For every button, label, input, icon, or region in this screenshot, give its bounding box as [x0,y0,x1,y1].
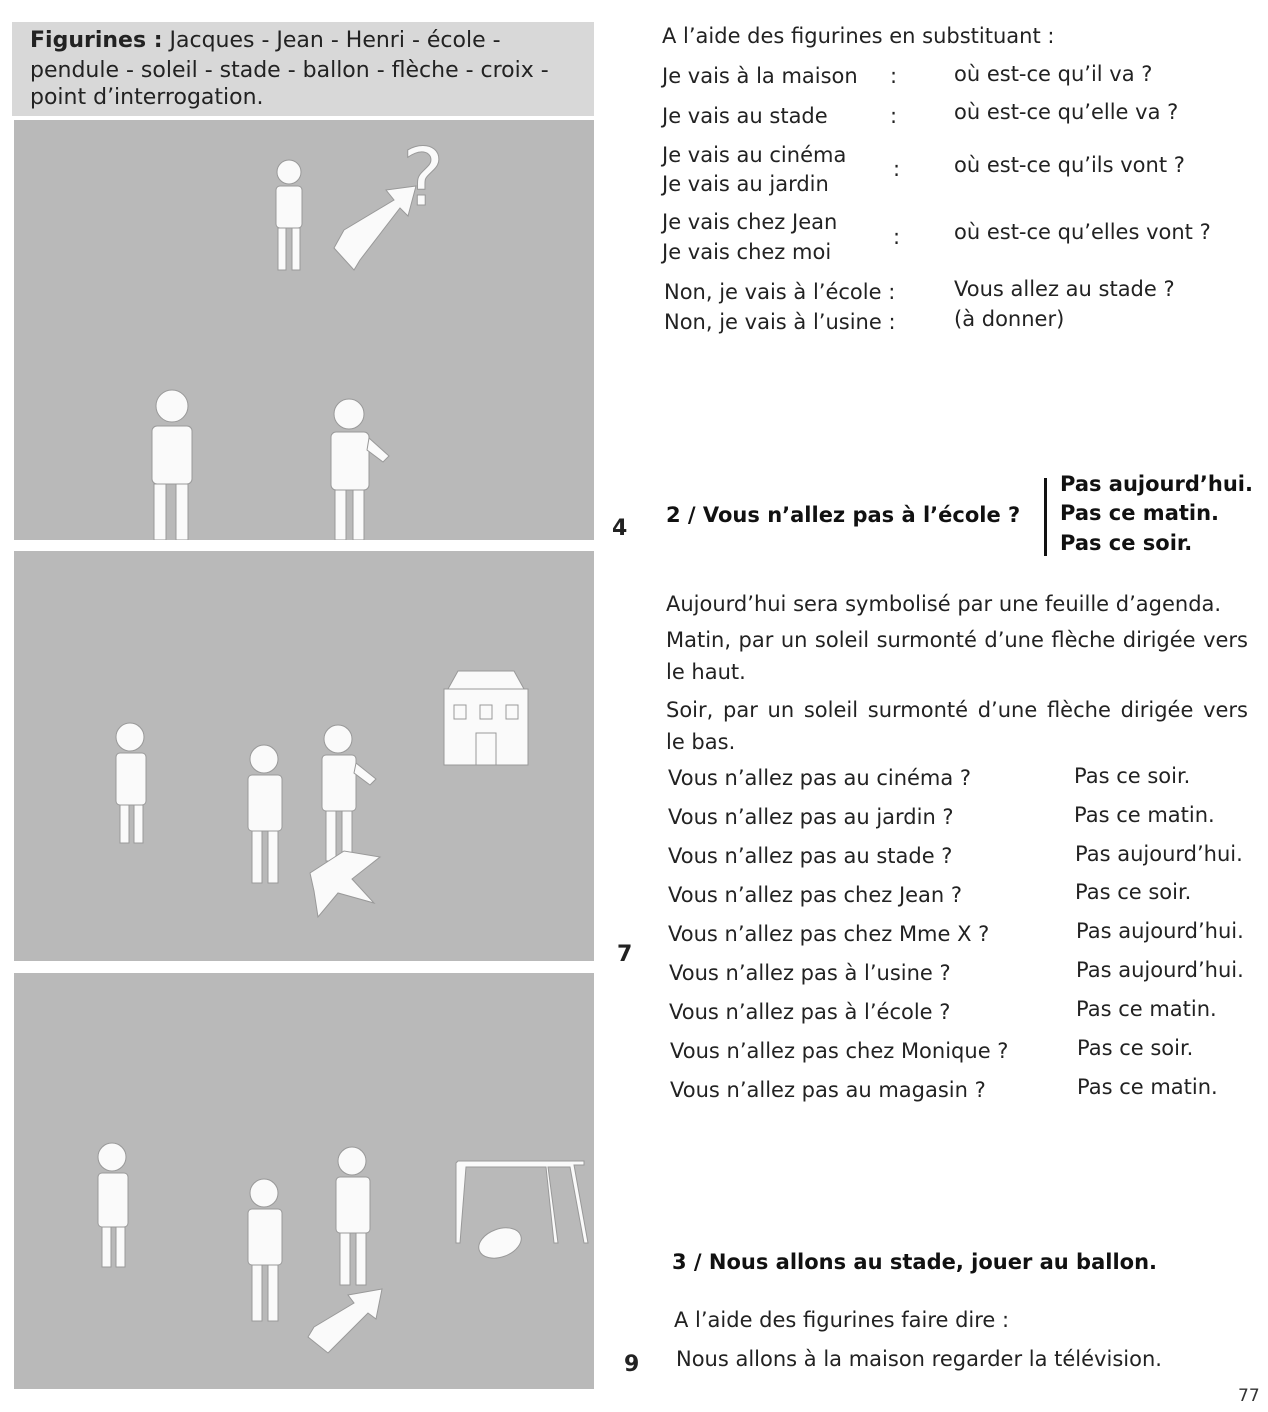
child-figure [276,160,302,270]
panel-3-drawing [14,973,594,1389]
s1-row2-left: Je vais au stade [662,104,828,128]
woman-figure [322,725,376,861]
answer-brace-bar [1044,478,1047,556]
s1-row3-left: Je vais au cinéma [662,143,847,167]
s3-line-2: Nous allons à la maison regarder la télévision. [676,1347,1162,1371]
page-number: 77 [1238,1386,1260,1406]
section3-heading: 3 / Nous allons au stade, jouer au ballon. [672,1250,1157,1274]
woman-figure [336,1147,370,1285]
figurines-line-3: point d’interrogation. [30,85,264,110]
drill-answer: Pas ce soir. [1074,764,1191,788]
panel-number-2: 7 [617,942,633,967]
drill-question: Vous n’allez pas au cinéma ? [668,766,972,790]
s1-row5-right: Vous allez au stade ? [954,277,1175,301]
cross-icon [310,851,380,917]
s1-row3-sep: : [893,157,901,181]
s1-row4-sep: : [893,225,901,249]
s2-para-2: Matin, par un soleil surmonté d’une flèche dirigée vers le haut. [666,628,1248,684]
man-figure [331,399,389,540]
panel-number-1: 4 [612,516,628,541]
illustration-panel-1 [14,120,594,540]
school-building-icon [444,671,528,765]
illustration-panel-3 [14,973,594,1389]
s3-line-1: A l’aide des figurines faire dire : [674,1308,1010,1332]
s1-row5-left: Non, je vais à l’école : [664,280,896,304]
figurines-line-1 [30,26,578,56]
s1-row3-left2: Je vais au jardin [662,172,829,196]
s1-row1-sep: : [890,64,898,88]
boy-figure [116,723,146,843]
drill-answer: Pas aujourd’hui. [1075,842,1243,866]
drill-answer: Pas ce matin. [1076,997,1217,1021]
figurines-line-2: pendule - soleil - stade - ballon - flèche - croix - [30,58,549,83]
s2-para-3: Soir, par un soleil surmonté d’une flèche dirigée vers le bas. [666,698,1248,754]
drill-question: Vous n’allez pas à l’usine ? [669,961,951,985]
drill-answer: Pas ce soir. [1075,880,1192,904]
s1-row1-left: Je vais à la maison [662,64,858,88]
boy-figure [98,1143,128,1267]
drill-question: Vous n’allez pas chez Mme X ? [668,922,990,946]
s1-row5-right2: (à donner) [954,307,1065,331]
s1-row4-right: où est-ce qu’elles vont ? [954,220,1211,244]
drill-answer: Pas ce matin. [1077,1075,1218,1099]
panel-number-3: 9 [624,1352,640,1377]
drill-question: Vous n’allez pas à l’école ? [669,1000,951,1024]
ball-icon [475,1222,526,1263]
s2-para-1: Aujourd’hui sera symbolisé par une feuille d’agenda. [666,592,1222,616]
panel-2-drawing [14,551,594,961]
panel-1-drawing [14,120,594,540]
s1-row5-left2: Non, je vais à l’usine : [664,310,896,334]
figurines-items-1: Jacques - Jean - Henri - école - [169,28,501,53]
s1-row3-right: où est-ce qu’ils vont ? [954,153,1185,177]
man-figure [248,1179,282,1321]
boy-figure [152,390,192,540]
figurines-label: Figurines : [30,28,163,53]
s1-row1-right: où est-ce qu’il va ? [954,62,1153,86]
s1-row4-left: Je vais chez Jean [662,210,838,234]
s2-answer-2: Pas ce matin. [1060,501,1220,525]
arrow-icon [308,1289,382,1353]
drill-question: Vous n’allez pas chez Jean ? [668,883,963,907]
s1-row4-left2: Je vais chez moi [662,240,832,264]
illustration-panel-2 [14,551,594,961]
s1-row2-right: où est-ce qu’elle va ? [954,100,1179,124]
drill-answer: Pas ce matin. [1074,803,1215,827]
drill-question: Vous n’allez pas au magasin ? [670,1078,986,1102]
drill-question: Vous n’allez pas au jardin ? [668,805,954,829]
drill-question: Vous n’allez pas chez Monique ? [670,1039,1009,1063]
drill-answer: Pas aujourd’hui. [1076,919,1244,943]
swing-set-icon [456,1161,588,1243]
figurines-box [12,22,594,116]
section2-heading: 2 / Vous n’allez pas à l’école ? [666,503,1021,527]
s1-row2-sep: : [890,104,898,128]
drill-answer: Pas aujourd’hui. [1076,958,1244,982]
drill-answer: Pas ce soir. [1077,1036,1194,1060]
man-figure [248,745,282,883]
s2-answer-1: Pas aujourd’hui. [1060,472,1253,496]
drill-question: Vous n’allez pas au stade ? [668,844,953,868]
s2-answer-3: Pas ce soir. [1060,531,1193,555]
question-mark-icon: ? [402,131,445,224]
section1-intro: A l’aide des figurines en substituant : [662,24,1055,48]
